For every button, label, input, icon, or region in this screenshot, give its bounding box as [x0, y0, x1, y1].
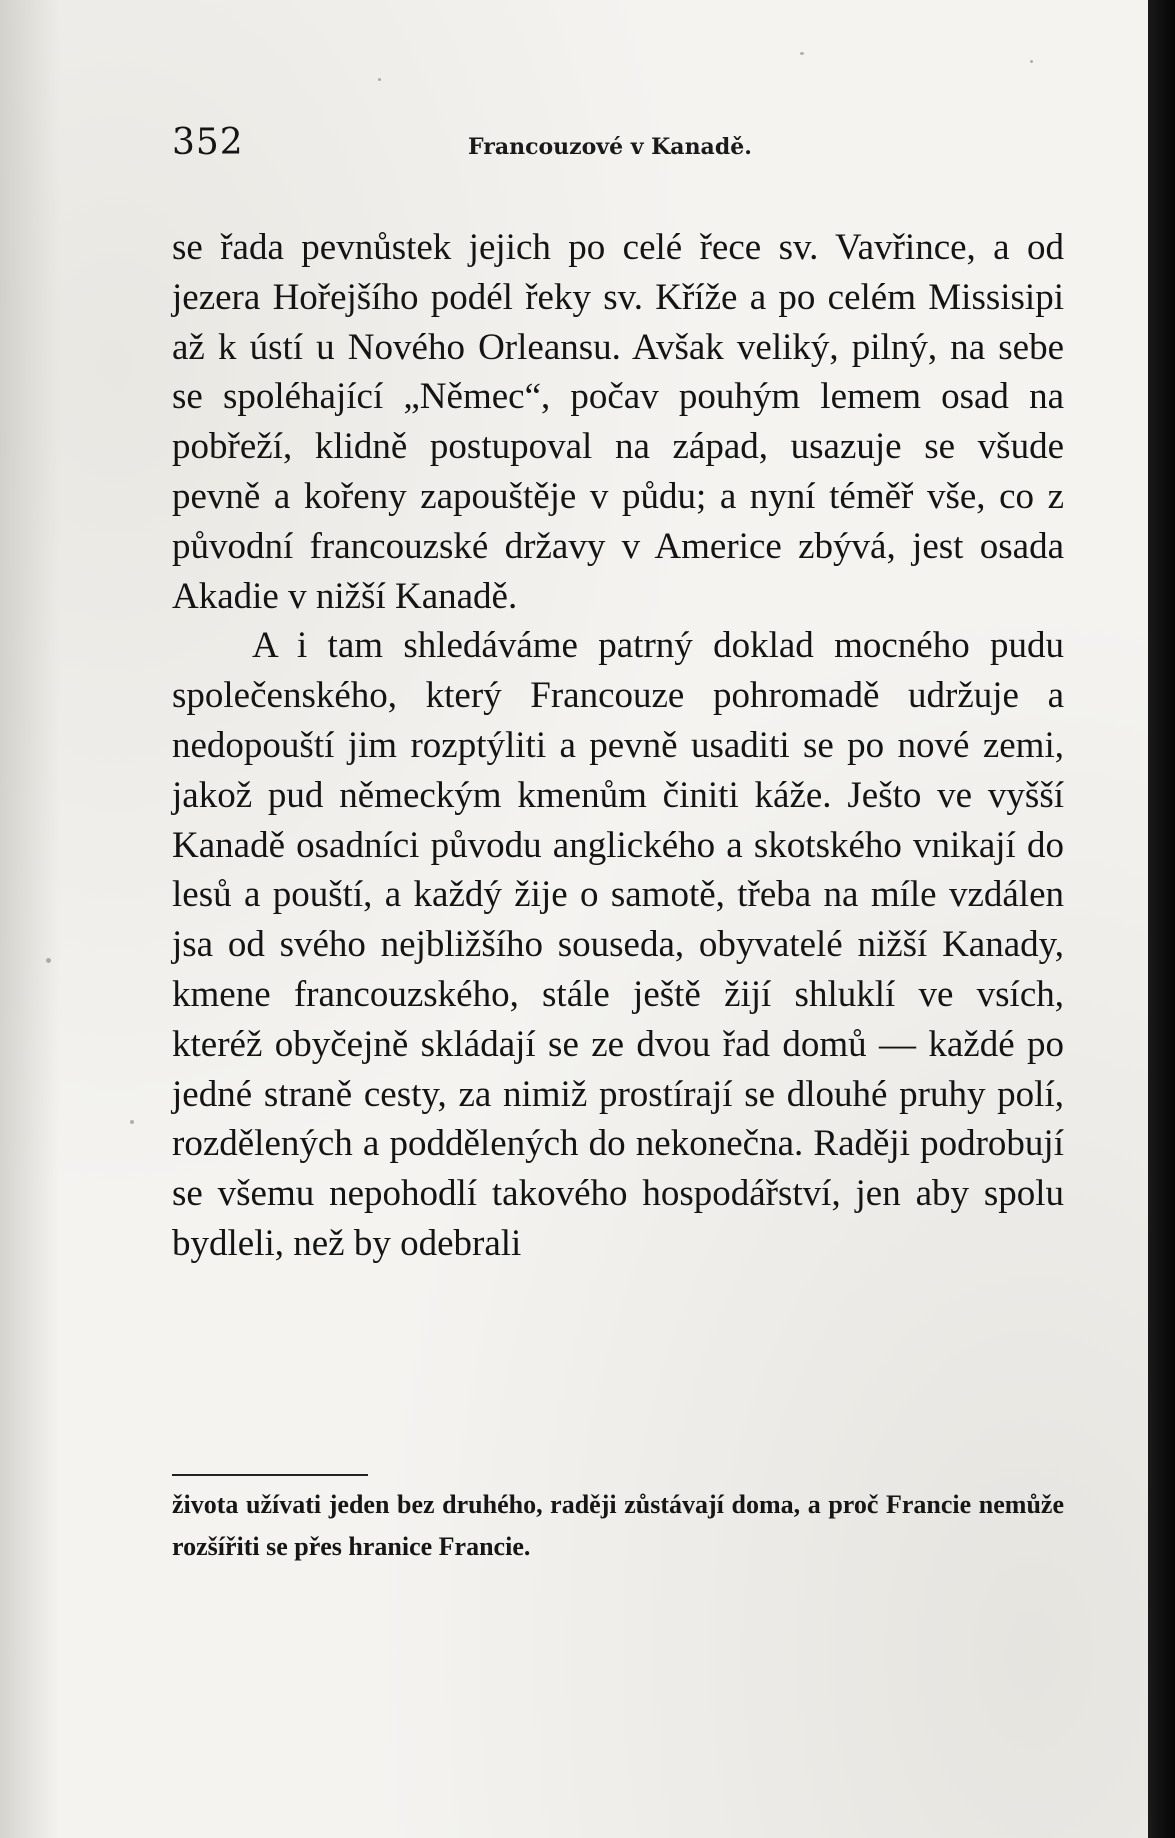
paper-speck [46, 958, 51, 963]
running-title: Francouzové v Kanadě. [468, 134, 752, 160]
body-text [172, 223, 1064, 1269]
footnote: života užívati jeden bez druhého, raději zůstávají doma, a proč Francie nemůže rozšířiti se přes hranice Francie. [172, 1490, 1064, 1561]
page-number: 352 [172, 122, 244, 163]
paragraph-continued: se řada pevnůstek jejich po celé řece sv. Vavřince, a od jezera Hořejšího podél řeky sv. Kříže a po celém Missisipi až k ústí u Nového Orleansu. Avšak veliký, pilný, na sebe se spoléhající „Němec“, počav pouhým lemem osad na pobřeží, klidně postupoval na západ, usazuje se všude pevně a kořeny zapouštěje v půdu; a nyní téměř vše, co z původní francouzské državy v Americe zbývá, jest osada Akadie v nižší Kanadě. [172, 227, 1064, 617]
page-header [172, 122, 1064, 172]
scan-edge [1148, 0, 1175, 1838]
paper-speck [378, 78, 381, 81]
page-shadow [0, 0, 60, 1838]
paper-speck [1030, 60, 1033, 63]
footnote-rule [172, 1474, 368, 1476]
paragraph: A i tam shledáváme patrný doklad mocného pudu společenského, který Francouze pohromadě udržuje a nedopouští jim rozptýliti a pevně usaditi se po nové zemi, jakož pud německým kmenům činiti káže. Ješto ve vyšší Kanadě osadníci původu anglického a skotského vnikají do lesů a pouští, a každý žije o samotě, třeba na míle vzdálen jsa od svého nejbližšího souseda, obyvatelé nižší Kanady, kmene francouzského, stále ještě žijí shluklí ve vsích, kteréž obyčejně skládají se ze dvou řad domů — každé po jedné straně cesty, za nimiž prostírají se dlouhé pruhy polí, rozdělených a poddělených do nekonečna. Raději podrobují se všemu nepohodlí takového hospodářství, jen aby spolu bydleli, než by odebrali [172, 625, 1064, 1264]
paper-speck [130, 1120, 134, 1124]
paper-speck [800, 52, 804, 55]
